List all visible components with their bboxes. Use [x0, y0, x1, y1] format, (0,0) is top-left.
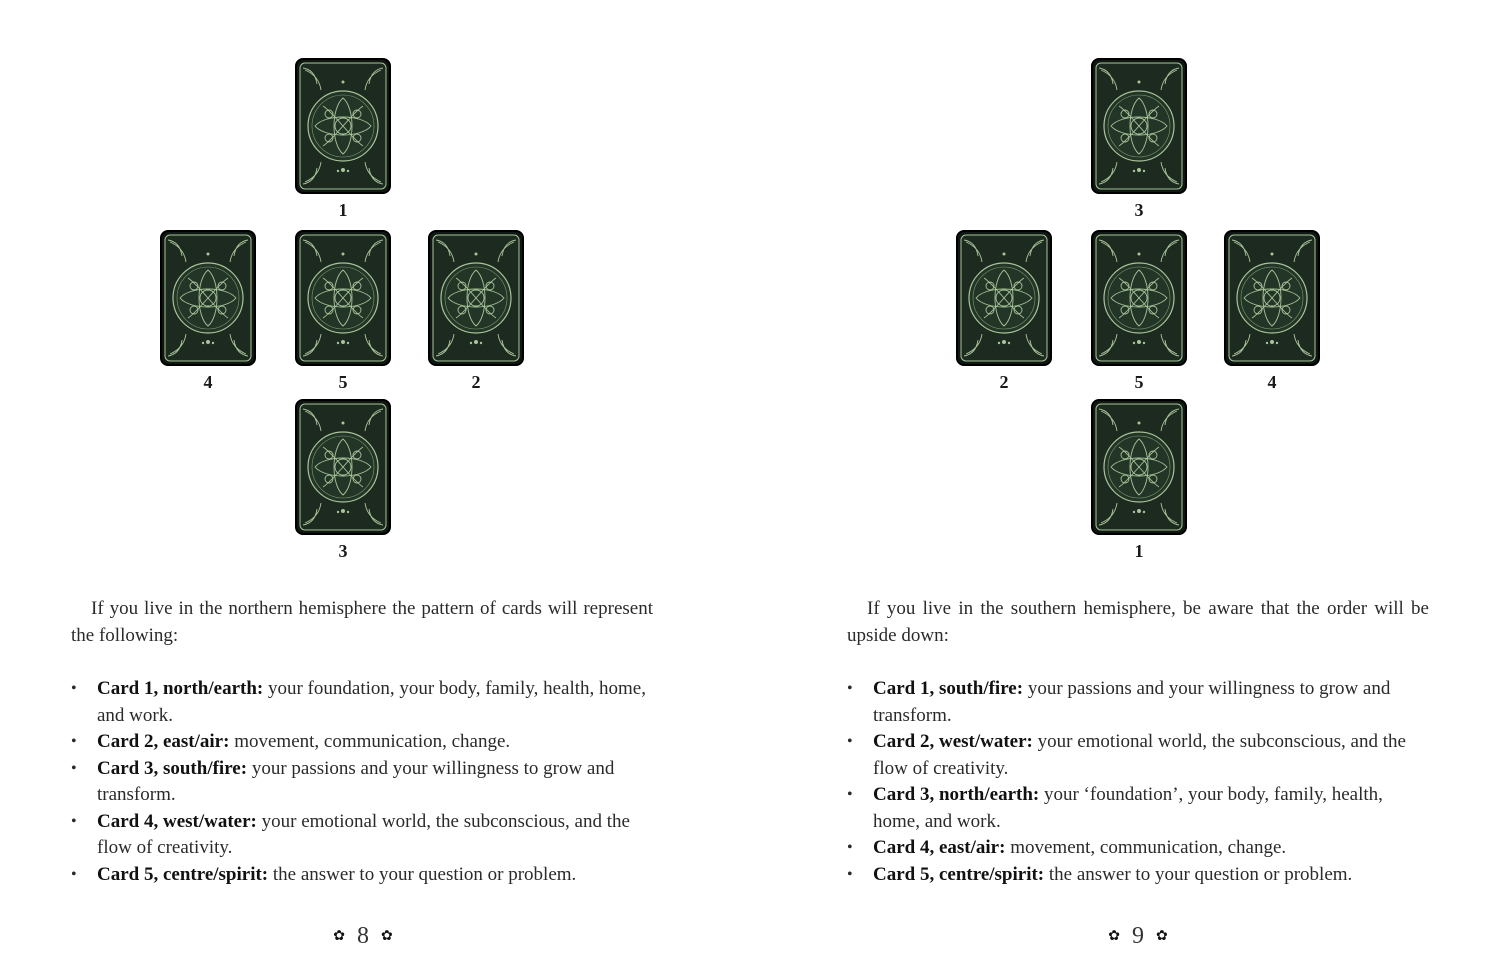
intro-paragraph: If you live in the southern hemisphere, be aware that the order will be upside down:: [847, 598, 1429, 646]
page-number-text: 8: [357, 923, 369, 949]
card-number: 5: [338, 372, 348, 392]
card-slot-top: [1091, 58, 1187, 219]
card-slot-right: [1224, 230, 1320, 391]
card-label: Card 2, east/air:: [97, 731, 230, 752]
card-meaning: your ‘foundation’, your body, family, health, home, and work.: [873, 784, 1383, 832]
tarot-card-back-icon: [160, 230, 256, 366]
tarot-card-back-icon: [295, 230, 391, 366]
card-meaning: your emotional world, the subconscious, and the flow of creativity.: [97, 810, 630, 858]
card-number: 3: [1134, 200, 1144, 220]
card-meaning: your foundation, your body, family, health, home, and work.: [97, 678, 646, 726]
list-item: [71, 862, 657, 889]
card-number: 4: [1267, 372, 1277, 392]
flower-ornament-icon: ✿: [333, 929, 345, 944]
card-meaning: movement, communication, change.: [229, 731, 511, 752]
flower-ornament-icon: ✿: [1156, 929, 1168, 944]
flower-ornament-icon: ✿: [1108, 929, 1120, 944]
flower-ornament-icon: ✿: [381, 929, 393, 944]
right-page: [760, 0, 1500, 979]
card-slot-center: [295, 230, 391, 391]
list-item: [71, 676, 657, 729]
card-meaning: the answer to your question or problem.: [268, 863, 577, 885]
tarot-card-back-icon: [428, 230, 524, 366]
card-label: Card 2, west/water:: [873, 731, 1033, 752]
card-slot-center: [1091, 230, 1187, 391]
list-item: [71, 729, 657, 756]
tarot-card-back-icon: [295, 58, 391, 194]
card-meaning: your passions and your willingness to grow and transform.: [97, 757, 615, 805]
card-label: Card 5, centre/spirit:: [873, 863, 1045, 885]
card-number: 1: [1134, 541, 1144, 561]
card-number: 4: [203, 372, 213, 392]
list-item: [847, 676, 1433, 729]
tarot-card-back-icon: [956, 230, 1052, 366]
card-meaning: movement, communication, change.: [1005, 837, 1287, 858]
card-label: Card 3, north/earth:: [873, 784, 1040, 805]
card-slot-bottom: [295, 399, 391, 560]
page-number: [293, 922, 433, 951]
card-number: 3: [338, 541, 348, 561]
tarot-card-back-icon: [295, 399, 391, 535]
card-label: Card 4, west/water:: [97, 810, 257, 832]
list-item: [847, 729, 1433, 782]
card-slot-top: [295, 58, 391, 219]
card-slot-left: [160, 230, 256, 391]
page-number: [1068, 922, 1208, 951]
page-number-text: 9: [1132, 923, 1144, 949]
list-item: [847, 782, 1433, 835]
list-item: [847, 862, 1433, 889]
card-meaning: your passions and your willingness to grow and transform.: [873, 678, 1391, 726]
list-item: [71, 756, 657, 809]
list-item: [847, 835, 1433, 862]
card-meaning: the answer to your question or problem.: [1044, 863, 1353, 885]
intro-paragraph: If you live in the northern hemisphere the pattern of cards will represent the following:: [71, 598, 653, 646]
card-label: Card 3, south/fire:: [97, 757, 248, 779]
card-meaning: your emotional world, the subconscious, and the flow of creativity.: [873, 731, 1406, 779]
tarot-card-back-icon: [1224, 230, 1320, 366]
left-page: [0, 0, 740, 979]
card-label: Card 1, north/earth:: [97, 678, 264, 699]
card-label: Card 5, centre/spirit:: [97, 863, 269, 885]
card-label: Card 4, east/air:: [873, 837, 1006, 858]
card-slot-right: [428, 230, 524, 391]
card-slot-bottom: [1091, 399, 1187, 560]
tarot-card-back-icon: [1091, 399, 1187, 535]
card-label: Card 1, south/fire:: [873, 678, 1024, 699]
card-number: 2: [471, 372, 481, 392]
card-meaning-list: [847, 676, 1433, 888]
card-number: 2: [999, 372, 1009, 392]
card-number: 1: [338, 200, 348, 220]
card-meaning-list: [71, 676, 657, 888]
tarot-card-back-icon: [1091, 58, 1187, 194]
tarot-card-back-icon: [1091, 230, 1187, 366]
list-item: [71, 809, 657, 862]
card-number: 5: [1134, 372, 1144, 392]
card-slot-left: [956, 230, 1052, 391]
